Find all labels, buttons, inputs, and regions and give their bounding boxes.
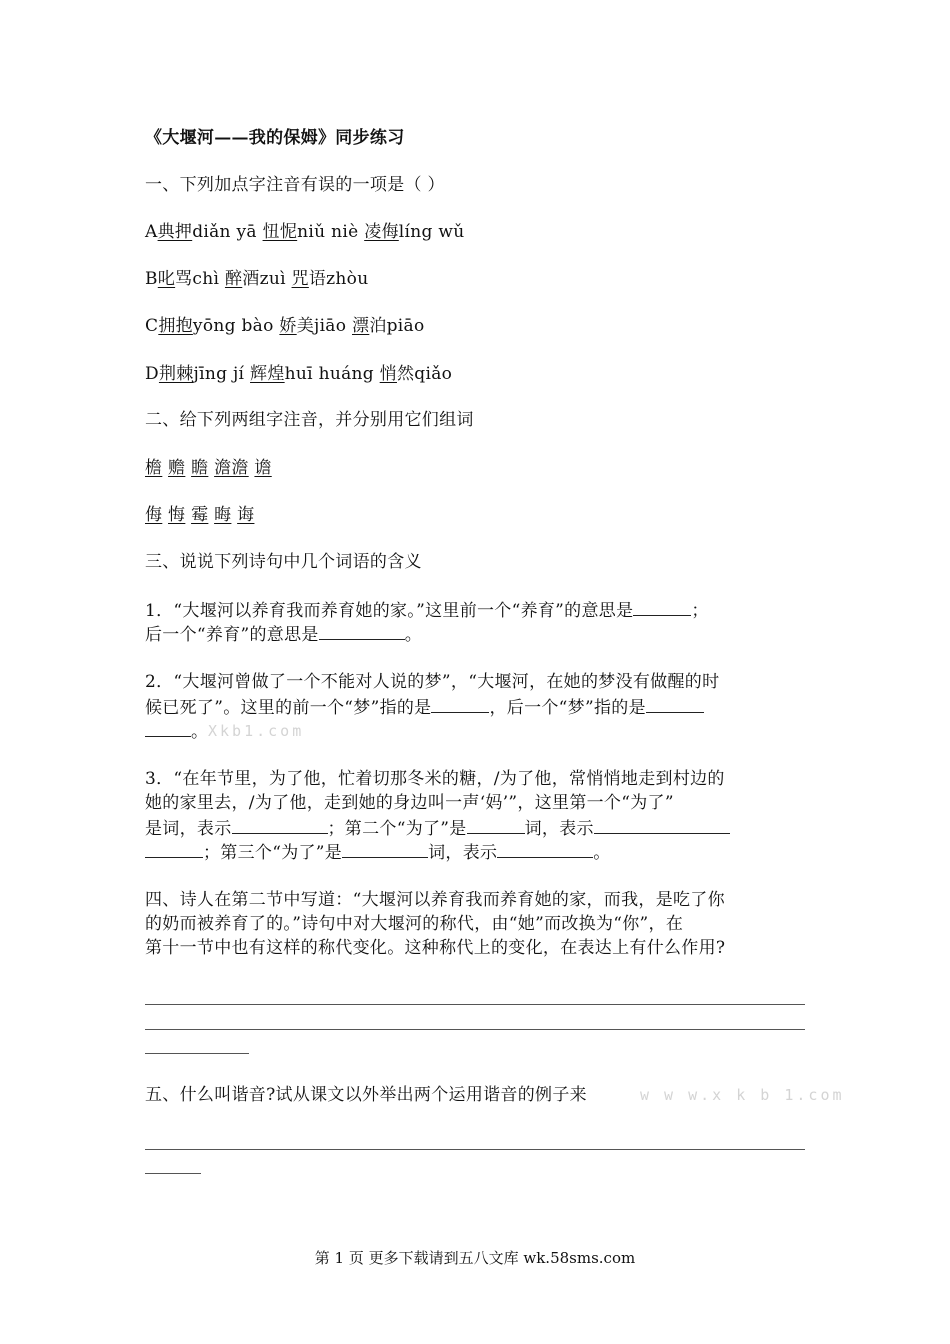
- pinyin: huī huáng: [284, 364, 374, 384]
- pinyin: líng wǔ: [398, 222, 465, 242]
- pinyin: jīng jí: [193, 364, 245, 384]
- pinyin: niǔ niè: [297, 222, 359, 242]
- word: 泊: [369, 316, 387, 336]
- q5-heading: 五、什么叫谐音?试从课文以外举出两个运用谐音的例子来: [145, 1085, 587, 1105]
- text: 。: [404, 625, 422, 645]
- option-letter: B: [145, 269, 158, 289]
- q3-item2-line3: [145, 718, 208, 744]
- q1-heading: 一、下列加点字注音有误的一项是（ ）: [145, 175, 445, 195]
- pinyin: zhòu: [326, 269, 369, 289]
- word: 辉煌: [250, 364, 285, 384]
- answer-line[interactable]: [145, 1029, 805, 1030]
- word: 美: [296, 316, 314, 336]
- answer-blank[interactable]: [431, 694, 489, 713]
- q3-item1-line1: [145, 597, 709, 623]
- answer-blank[interactable]: [633, 597, 691, 616]
- q4-line1: 四、诗人在第二节中写道：“大堰河以养育我而养育她的家，而我，是吃了你: [145, 890, 725, 910]
- text: 候已死了”。这里的前一个“梦”指的是: [145, 698, 432, 718]
- pinyin: piāo: [386, 316, 425, 336]
- pinyin: qiǎo: [414, 364, 453, 384]
- q2-group-2: [145, 503, 254, 527]
- word: 娇: [279, 316, 297, 336]
- watermark: w w w.x k b 1.com: [640, 1086, 845, 1104]
- pinyin: diǎn yā: [192, 222, 257, 242]
- answer-blank[interactable]: [646, 694, 704, 713]
- option-letter: C: [145, 316, 159, 336]
- watermark: Xkb1.com: [208, 722, 305, 740]
- char: 霉: [191, 505, 209, 525]
- text: 后一个“养育”的意思是: [145, 625, 319, 645]
- char: 悔: [168, 505, 186, 525]
- q3-heading: 三、说说下列诗句中几个词语的含义: [145, 552, 422, 572]
- text: 。: [191, 722, 209, 742]
- answer-blank[interactable]: [232, 815, 328, 834]
- word: 凌侮: [364, 222, 399, 242]
- q1-option-d: [145, 362, 452, 386]
- word: 忸怩: [262, 222, 298, 242]
- option-letter: D: [145, 364, 159, 384]
- answer-blank[interactable]: [145, 718, 191, 737]
- word: 然: [396, 364, 415, 384]
- answer-blank[interactable]: [467, 815, 525, 834]
- text: ，后一个“梦”指的是: [489, 698, 646, 718]
- page-footer: 第 1 页 更多下载请到五八文库 wk.58sms.com: [314, 1249, 636, 1267]
- text: 1．“大堰河以养育我而养育她的家。”这里前一个“养育”的意思是: [145, 601, 634, 621]
- char: 侮: [145, 505, 163, 525]
- char: 檐: [145, 458, 163, 478]
- word: 拥抱: [158, 316, 193, 336]
- answer-line[interactable]: [145, 1004, 805, 1005]
- text: ；: [691, 601, 709, 621]
- char: 赡: [168, 458, 186, 478]
- text: ；第二个“为了”是: [327, 819, 467, 839]
- q1-option-a: [145, 220, 465, 244]
- answer-blank[interactable]: [497, 839, 593, 858]
- page-title: 《大堰河——我的保姆》同步练习: [145, 128, 405, 148]
- text: 词，表示: [428, 843, 498, 863]
- pinyin: jiāo: [314, 316, 347, 336]
- answer-line[interactable]: [145, 1173, 201, 1174]
- q2-group-1: [145, 456, 272, 480]
- q3-item1-line2: [145, 621, 422, 647]
- word: 荆棘: [158, 364, 194, 384]
- answer-blank[interactable]: [594, 815, 730, 834]
- q1-option-b: [145, 267, 368, 291]
- q3-item3-line2: 她的家里去，/为了他，走到她的身边叫一声‘妈’”，这里第一个“为了”: [145, 793, 674, 813]
- pinyin: zuì: [259, 269, 286, 289]
- q1-option-c: [145, 314, 425, 338]
- q4-line3: 第十一节中也有这样的称代变化。这种称代上的变化，在表达上有什么作用?: [145, 938, 726, 958]
- char: 瞻: [191, 458, 209, 478]
- word: 叱: [157, 269, 176, 289]
- word: 骂: [175, 269, 193, 289]
- q3-item3-line3: [145, 815, 730, 841]
- word: 悄: [379, 364, 397, 384]
- text: 词，表示: [524, 819, 594, 839]
- q3-item2-line2: [145, 694, 704, 720]
- pinyin: chì: [192, 269, 220, 289]
- q4-line2: 的奶而被养育了的。”诗句中对大堰河的称代，由“她”而改换为“你”，在: [145, 914, 684, 934]
- char: 晦: [214, 505, 232, 525]
- text: 是词，表示: [145, 819, 232, 839]
- text: ；第三个“为了”是: [203, 843, 343, 863]
- answer-line[interactable]: [145, 1149, 805, 1150]
- text: 。: [593, 843, 611, 863]
- q2-heading: 二、给下列两组字注音，并分别用它们组词: [145, 410, 474, 430]
- word: 语: [308, 269, 327, 289]
- answer-line[interactable]: [145, 1053, 249, 1054]
- answer-blank[interactable]: [145, 839, 203, 858]
- answer-blank[interactable]: [319, 621, 405, 640]
- word: 漂: [352, 316, 370, 336]
- q3-item2-line1: 2．“大堰河曾做了一个不能对人说的梦”，“大堰河，在她的梦没有做醒的时: [145, 672, 720, 692]
- word: 咒: [291, 269, 309, 289]
- pinyin: yōng bào: [192, 316, 274, 336]
- word: 醉: [224, 269, 243, 289]
- char: 诲: [237, 505, 255, 525]
- char: 谵: [254, 458, 272, 478]
- word: 典押: [157, 222, 193, 242]
- q3-item3-line1: 3．“在年节里，为了他，忙着切那冬米的糖，/为了他，常悄悄地走到村边的: [145, 769, 725, 789]
- option-letter: A: [145, 222, 158, 242]
- answer-blank[interactable]: [342, 839, 428, 858]
- word: 酒: [242, 269, 260, 289]
- char: 澹澹: [214, 458, 249, 478]
- q3-item3-line4: [145, 839, 611, 865]
